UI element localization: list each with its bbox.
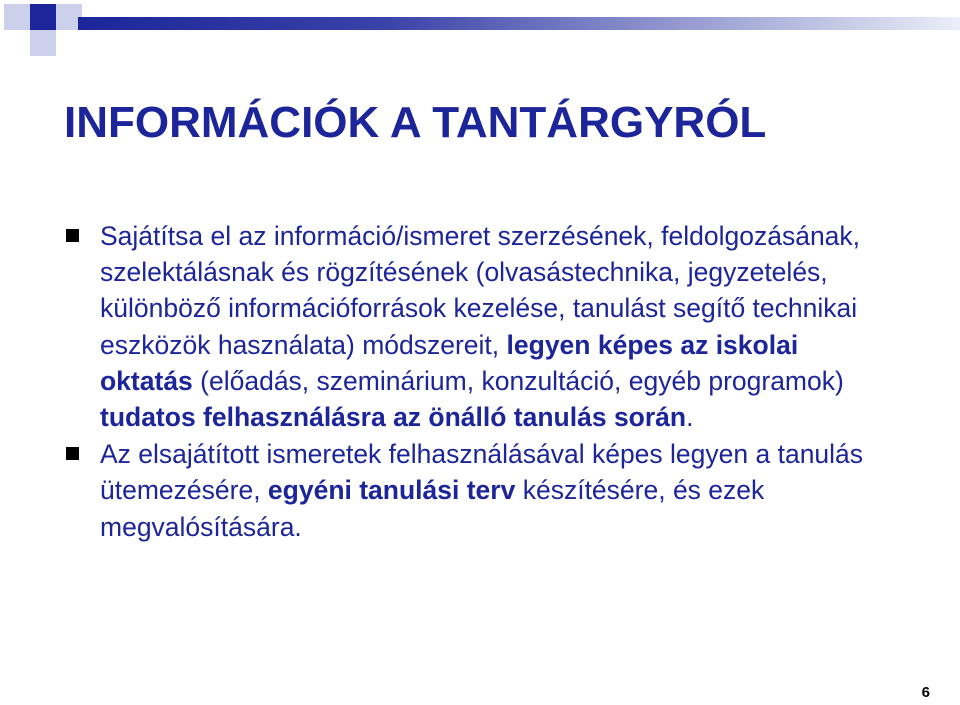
bullet-text-emphasis: egyéni tanulási terv (267, 475, 516, 506)
bullet-text-emphasis: legyen képes az iskolai oktatás (100, 329, 799, 396)
decor-square-light (4, 4, 30, 30)
bullet-item (64, 436, 894, 545)
black-square-bullet-icon (66, 229, 79, 242)
bullet-text-segment: Az elsajátított ismeretek felhasználásával képes legyen a tanulás ütemezésére, (100, 439, 864, 506)
decor-square-light (30, 30, 56, 56)
black-square-bullet-icon (66, 447, 79, 460)
header-decoration (0, 0, 960, 60)
slide-title: INFORMÁCIÓK A TANTÁRGYRÓL (64, 98, 767, 147)
bullet-text-emphasis: tudatos felhasználásra az önálló tanulás során (100, 402, 687, 433)
bullet-text-segment: (előadás, szeminárium, konzultáció, egyéb programok) (192, 365, 844, 396)
page-number: 6 (921, 684, 930, 701)
bullet-item (64, 218, 894, 435)
bullet-text-segment: . (686, 402, 694, 433)
bullet-text-segment: Sajátítsa el az információ/ismeret szerzésének, feldolgozásának, szelektálásnak és rögzítésének (olvasástechnika, jegyzetelés, különböző információforrások kezelése, tanulást segítő technikai eszközök használata) módszereit, (100, 221, 861, 360)
bullet-list (64, 218, 894, 545)
decor-square-dark (30, 4, 56, 30)
bullet-text-segment: készítésére, és ezek megvalósítására. (100, 475, 765, 542)
decor-gradient-bar (78, 17, 960, 30)
